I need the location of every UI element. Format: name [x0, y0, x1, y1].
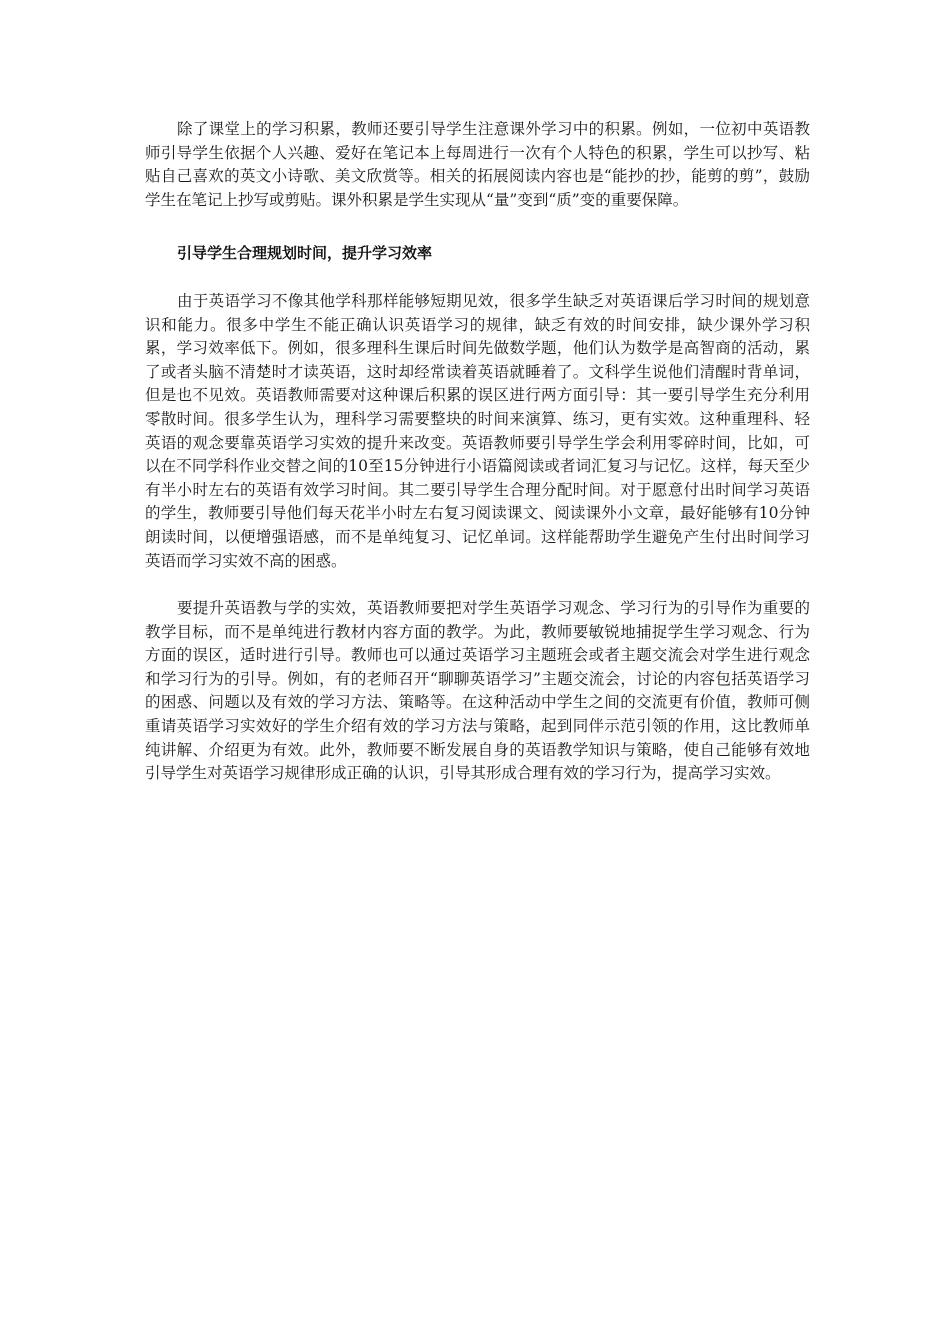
paragraph-spacer	[145, 266, 810, 290]
document-body	[145, 118, 810, 786]
paragraph-teaching-effectiveness: 要提升英语教与学的实效，英语教师要把对学生英语学习观念、学习行为的引导作为重要的教学目标，而不是单纯进行教材内容方面的教学。为此，教师要敏锐地捕捉学生学习观念、行为方面的误区，适时进行引导。教师也可以通过英语学习主题班会或者主题交流会对学生进行观念和学习行为的引导。例如，有的老师召开“聊聊英语学习”主题交流会，讨论的内容包括英语学习的困惑、问题以及有效的学习方法、策略等。在这种活动中学生之间的交流更有价值，教师可侧重请英语学习实效好的学生介绍有效的学习方法与策略，起到同伴示范引领的作用，这比教师单纯讲解、介绍更为有效。此外，教师要不断发展自身的英语教学知识与策略，使自己能够有效地引导学生对英语学习规律形成正确的认识，引导其形成合理有效的学习行为，提高学习实效。	[145, 599, 810, 783]
paragraph-extracurricular-accumulation: 除了课堂上的学习积累，教师还要引导学生注意课外学习中的积累。例如，一位初中英语教师引导学生依据个人兴趣、爱好在笔记本上每周进行一次有个人特色的积累，学生可以抄写、粘贴自己喜欢的英文小诗歌、美文欣赏等。相关的拓展阅读内容也是“能抄的抄，能剪的剪”，鼓励学生在笔记上抄写或剪贴。课外积累是学生实现从“量”变到“质”变的重要保障。	[145, 120, 810, 209]
paragraph-time-planning: 由于英语学习不像其他学科那样能够短期见效，很多学生缺乏对英语课后学习时间的规划意识和能力。很多中学生不能正确认识英语学习的规律，缺乏有效的时间安排，缺少课外学习积累，学习效率低下。例如，很多理科生课后时间先做数学题，他们认为数学是高智商的活动，累了或者头脑不清楚时才读英语，这时却经常读着英语就睡着了。文科学生说他们清醒时背单词，但是也不见效。英语教师需要对这种课后积累的误区进行两方面引导：其一要引导学生充分利用零散时间。很多学生认为，理科学习需要整块的时间来演算、练习，更有实效。这种重理科、轻英语的观念要靠英语学习实效的提升来改变。英语教师要引导学生学会利用零碎时间，比如，可以在不同学科作业交替之间的10至15分钟进行小语篇阅读或者词汇复习与记忆。这样，每天至少有半小时左右的英语有效学习时间。其二要引导学生合理分配时间。对于愿意付出时间学习英语的学生，教师要引导他们每天花半小时左右复习阅读课文、阅读课外小文章，最好能够有10分钟朗读时间，以便增强语感，而不是单纯复习、记忆单词。这样能帮助学生避免产生付出时间学习英语而学习实效不高的困惑。	[145, 291, 810, 570]
section-heading: 引导学生合理规划时间，提升学习效率	[177, 244, 433, 263]
paragraph-spacer	[145, 212, 810, 242]
paragraph-spacer	[145, 573, 810, 597]
